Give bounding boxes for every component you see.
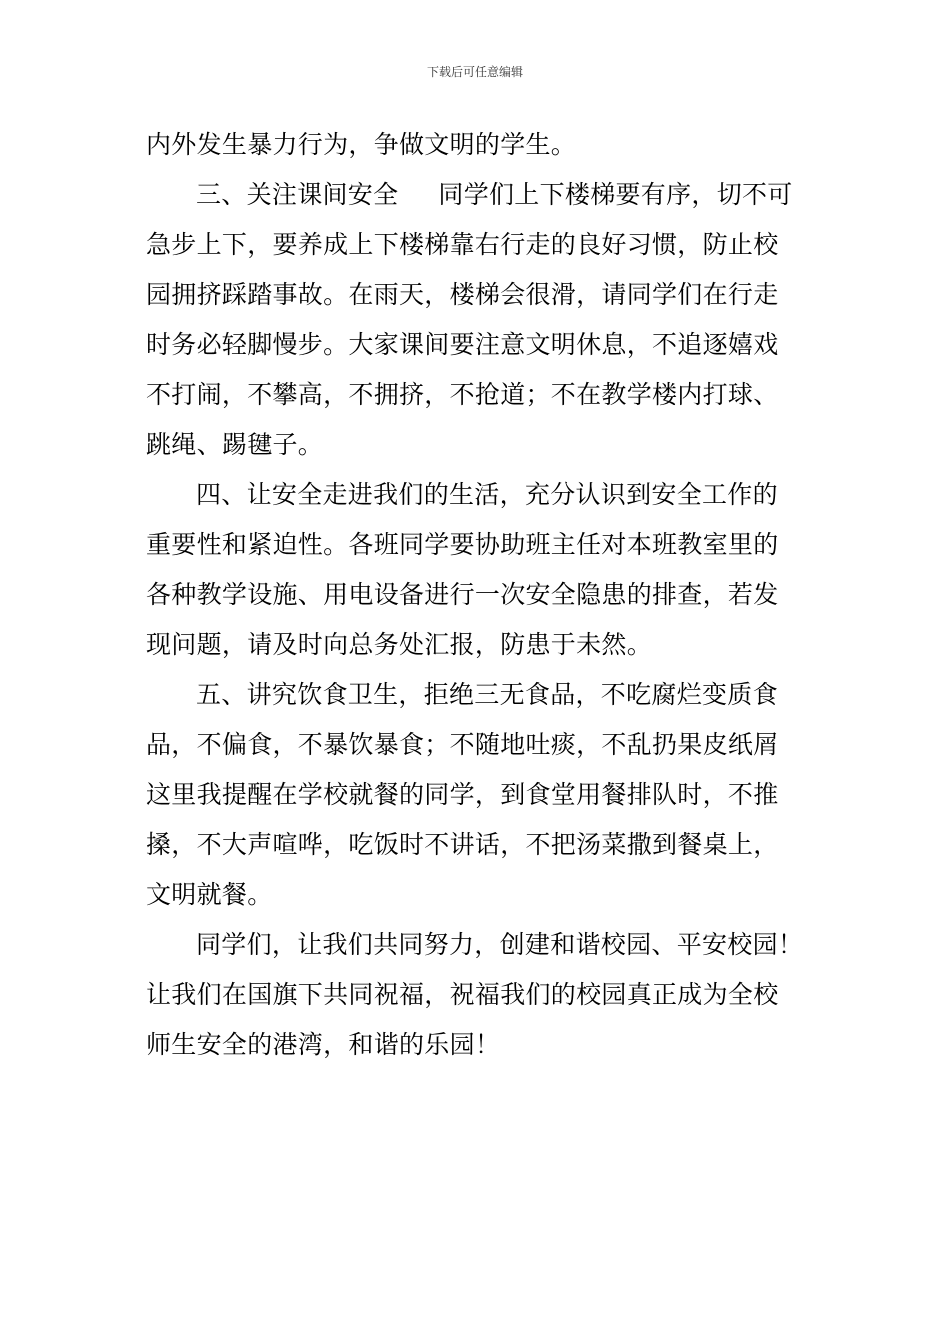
- paragraph-line: 同学们，让我们共同努力，创建和谐校园、平安校园！: [196, 930, 804, 959]
- paragraph-line: 品，不偏食，不暴饮暴食；不随地吐痰，不乱扔果皮纸屑: [146, 730, 779, 759]
- paragraph-line: 这里我提醒在学校就餐的同学，到食堂用餐排队时，不推: [146, 780, 779, 809]
- paragraph-line: 园拥挤踩踏事故。在雨天，楼梯会很滑，请同学们在行走: [146, 280, 779, 309]
- paragraph-line: 各种教学设施、用电设备进行一次安全隐患的排查，若发: [146, 580, 779, 609]
- paragraph-text: 同学们上下楼梯要有序，切不可: [438, 180, 793, 209]
- paragraph-line: 急步上下，要养成上下楼梯靠右行走的良好习惯，防止校: [146, 230, 779, 259]
- paragraph-line: 跳绳、踢毽子。: [146, 430, 324, 459]
- page-header: 下载后可任意编辑: [426, 65, 523, 79]
- paragraph-line: 不打闹，不攀高，不拥挤，不抢道；不在教学楼内打球、: [146, 380, 779, 409]
- paragraph-line: 五、讲究饮食卫生，拒绝三无食品，不吃腐烂变质食: [196, 680, 778, 709]
- paragraph-line: 重要性和紧迫性。各班同学要协助班主任对本班教室里的: [146, 530, 779, 559]
- paragraph-3: [146, 470, 822, 670]
- paragraph-line: 文明就餐。: [146, 880, 273, 909]
- paragraph-line: 师生安全的港湾，和谐的乐园！: [146, 1030, 501, 1059]
- paragraph-line: 搡，不大声喧哗，吃饭时不讲话，不把汤菜撒到餐桌上，: [146, 830, 779, 859]
- document-body: [146, 120, 822, 1070]
- paragraph-5: [146, 920, 822, 1070]
- paragraph-line: [146, 170, 822, 220]
- paragraph-line: 时务必轻脚慢步。大家课间要注意文明休息，不追逐嬉戏: [146, 330, 779, 359]
- paragraph-1: [146, 120, 822, 170]
- paragraph-line: 现问题，请及时向总务处汇报，防患于未然。: [146, 630, 653, 659]
- paragraph-2: [146, 170, 822, 470]
- paragraph-4: [146, 670, 822, 920]
- section-heading: 三、关注课间安全: [196, 180, 399, 209]
- paragraph-line: 让我们在国旗下共同祝福，祝福我们的校园真正成为全校: [146, 980, 779, 1009]
- paragraph-line: 内外发生暴力行为，争做文明的学生。: [146, 130, 577, 159]
- paragraph-line: 四、让安全走进我们的生活，充分认识到安全工作的: [196, 480, 778, 509]
